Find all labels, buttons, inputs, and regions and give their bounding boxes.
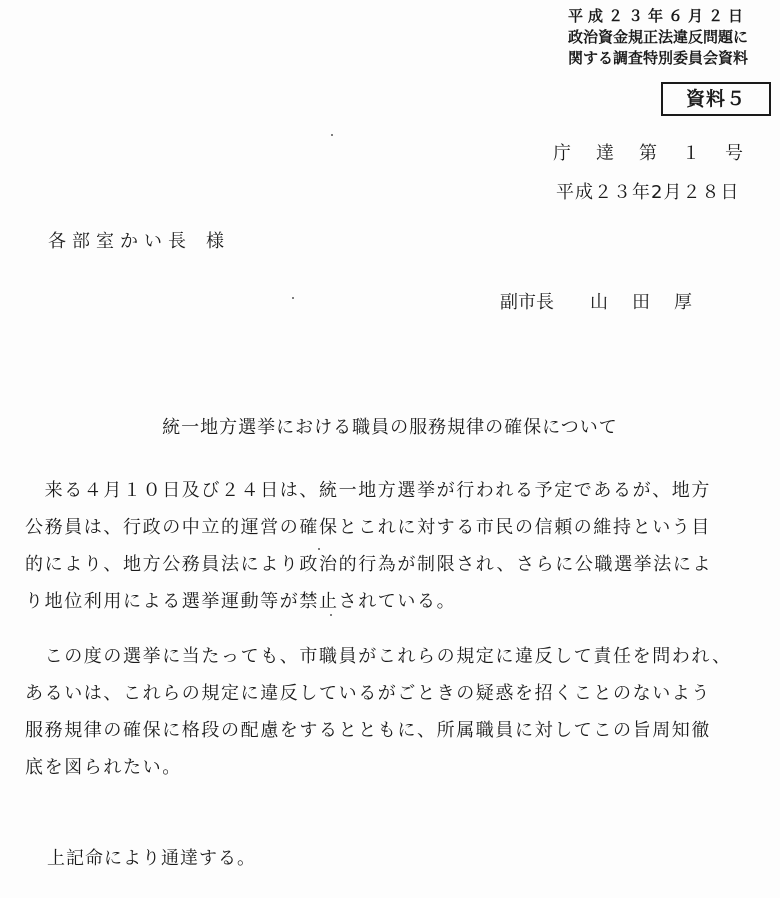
header-committee-line1: 政治資金規正法違反問題に — [568, 28, 749, 46]
header-committee-line2: 関する調査特別委員会資料 — [568, 49, 749, 67]
recipient-name: 各部室かい長 — [48, 231, 192, 252]
notice-number-part: 達 — [596, 143, 614, 164]
notice-number-part: １ — [682, 143, 700, 164]
closing-statement: 上記命により通達する。 — [47, 848, 256, 869]
notice-number-part: 庁 — [553, 143, 571, 164]
subject-title: 統一地方選挙における職員の服務規律の確保について — [162, 417, 618, 438]
scan-speck — [331, 134, 333, 136]
notice-number-part: 第 — [639, 143, 657, 164]
body-line: 的により、地方公務員法により政治的行為が制限され、さらに公職選挙法によ — [25, 554, 713, 575]
notice-date: 平成２３年2月２８日 — [556, 182, 740, 203]
recipient — [48, 227, 230, 253]
sender-title: 副市長 — [500, 292, 554, 313]
body-line: 服務規律の確保に格段の配慮をするとともに、所属職員に対してこの旨周知徹 — [25, 720, 711, 741]
header-note — [568, 6, 748, 69]
notice-number — [553, 139, 743, 165]
sender — [500, 288, 716, 314]
body-line: 公務員は、行政の中立的運営の確保とこれに対する市民の信頼の維持という目 — [25, 517, 711, 538]
body-line: あるいは、これらの規定に違反しているがごときの疑惑を招くことのないよう — [25, 683, 711, 704]
recipient-honorific: 様 — [206, 231, 230, 252]
scan-speck — [330, 614, 332, 616]
scan-speck — [292, 297, 294, 299]
sender-name: 山田厚 — [590, 292, 716, 313]
body-line: 来る４月１０日及び２４日は、統一地方選挙が行われる予定であるが、地方 — [25, 480, 711, 501]
scan-speck — [318, 548, 320, 550]
body-line: この度の選挙に当たっても、市職員がこれらの規定に違反して責任を問われ、 — [25, 646, 732, 667]
body-paragraph-1 — [25, 472, 760, 620]
body-paragraph-2 — [25, 638, 760, 786]
body-line: 底を図られたい。 — [25, 757, 182, 778]
document-badge: 資料５ — [661, 82, 771, 116]
header-date: 平成２３年６月２日 — [568, 7, 749, 25]
notice-number-part: 号 — [725, 143, 743, 164]
body-line: り地位利用による選挙運動等が禁止されている。 — [25, 591, 457, 612]
